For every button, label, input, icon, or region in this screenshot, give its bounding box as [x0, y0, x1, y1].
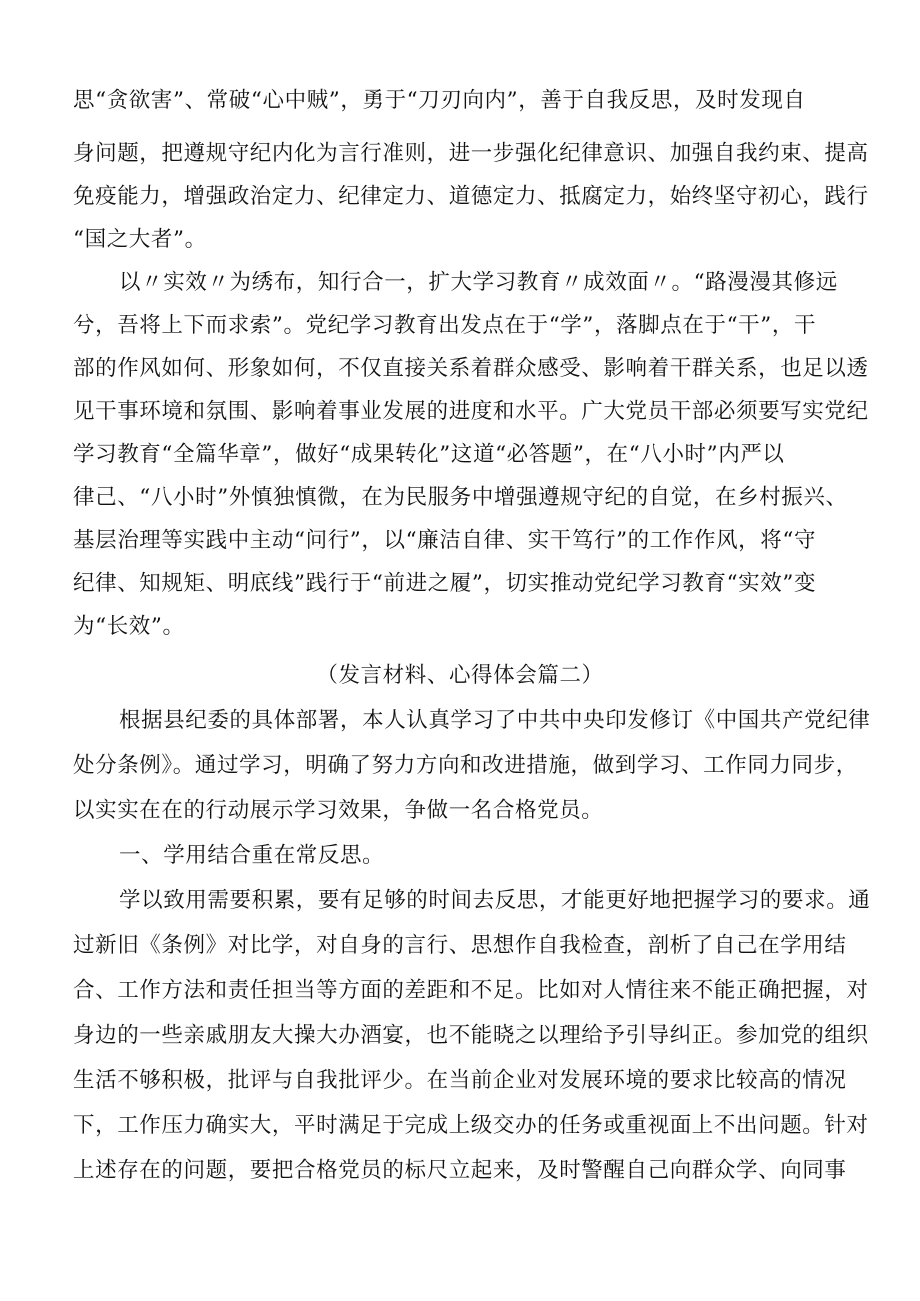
text-line: 兮，吾将上下而求索”。党纪学习教育出发点在于“学”，落脚点在于“干”，干 — [73, 313, 817, 338]
text-line: 思“贪欲害”、常破“心中贼”，勇于“刀刃向内”，善于自我反思，及时发现自 — [73, 88, 806, 113]
text-line: “国之大者”。 — [73, 227, 207, 252]
text-line: 律己、“八小时”外慎独慎微，在为民服务中增强遵规守纪的自觉，在乡村振兴、 — [73, 485, 848, 510]
text-line: 学习教育“全篇华章”，做好“成果转化”这道“必答题”，在“八小时”内严以 — [73, 442, 785, 467]
text-line: 纪律、知规矩、明底线”践行于“前进之履”，切实推动党纪学习教育“实效”变 — [73, 571, 817, 596]
text-line: 见干事环境和氛围、影响着事业发展的进度和水平。广大党员干部必须要写实党纪 — [73, 399, 869, 424]
text-line: 以〃实效〃为绣布，知行合一，扩大学习教育〃成效面〃。“路漫漫其修远 — [119, 270, 838, 295]
text-line: 身边的一些亲戚朋友大操大办酒宴，也不能晓之以理给予引导纠正。参加党的组织 — [73, 1023, 869, 1048]
text-line: 下，工作压力确实大，平时满足于完成上级交办的任务或重视面上不出问题。针对 — [73, 1113, 869, 1138]
text-line: 部的作风如何、形象如何，不仅直接关系着群众感受、影响着干群关系，也足以透 — [73, 356, 869, 381]
text-line: 身问题，把遵规守纪内化为言行准则，进一步强化纪律意识、加强自我约束、提高 — [73, 141, 869, 166]
text-line: 免疫能力，增强政治定力、纪律定力、道德定力、抵腐定力，始终坚守初心，践行 — [73, 184, 869, 209]
subheading: 一、学用结合重在常反思。 — [119, 843, 385, 868]
text-line: 上述存在的问题，要把合格党员的标尺立起来，及时警醒自己向群众学、向同事 — [73, 1158, 847, 1183]
text-line: 为“长效”。 — [73, 614, 185, 639]
text-line: 过新旧《条例》对比学，对自身的言行、思想作自我检查，剖析了自己在学用结 — [73, 933, 847, 958]
text-line: 处分条例》。通过学习，明确了努力方向和改进措施，做到学习、工作同力同步， — [73, 753, 858, 778]
text-line: 基层治理等实践中主动“问行”，以“廉洁自律、实干笃行”的工作作风，将“守 — [73, 528, 817, 553]
text-line: 根据县纪委的具体部署，本人认真学习了中共中央印发修订《中国共产党纪律 — [119, 708, 871, 733]
text-line: 合、工作方法和责任担当等方面的差距和不足。比如对人情往来不能正确把握，对 — [73, 978, 869, 1003]
text-line: 学以致用需要积累，要有足够的时间去反思，才能更好地把握学习的要求。通 — [119, 888, 871, 913]
text-line: 以实实在在的行动展示学习效果，争做一名合格党员。 — [73, 798, 604, 823]
section-heading: （发言材料、心得体会篇二） — [316, 663, 604, 688]
text-line: 生活不够积极，批评与自我批评少。在当前企业对发展环境的要求比较高的情况 — [73, 1068, 847, 1093]
